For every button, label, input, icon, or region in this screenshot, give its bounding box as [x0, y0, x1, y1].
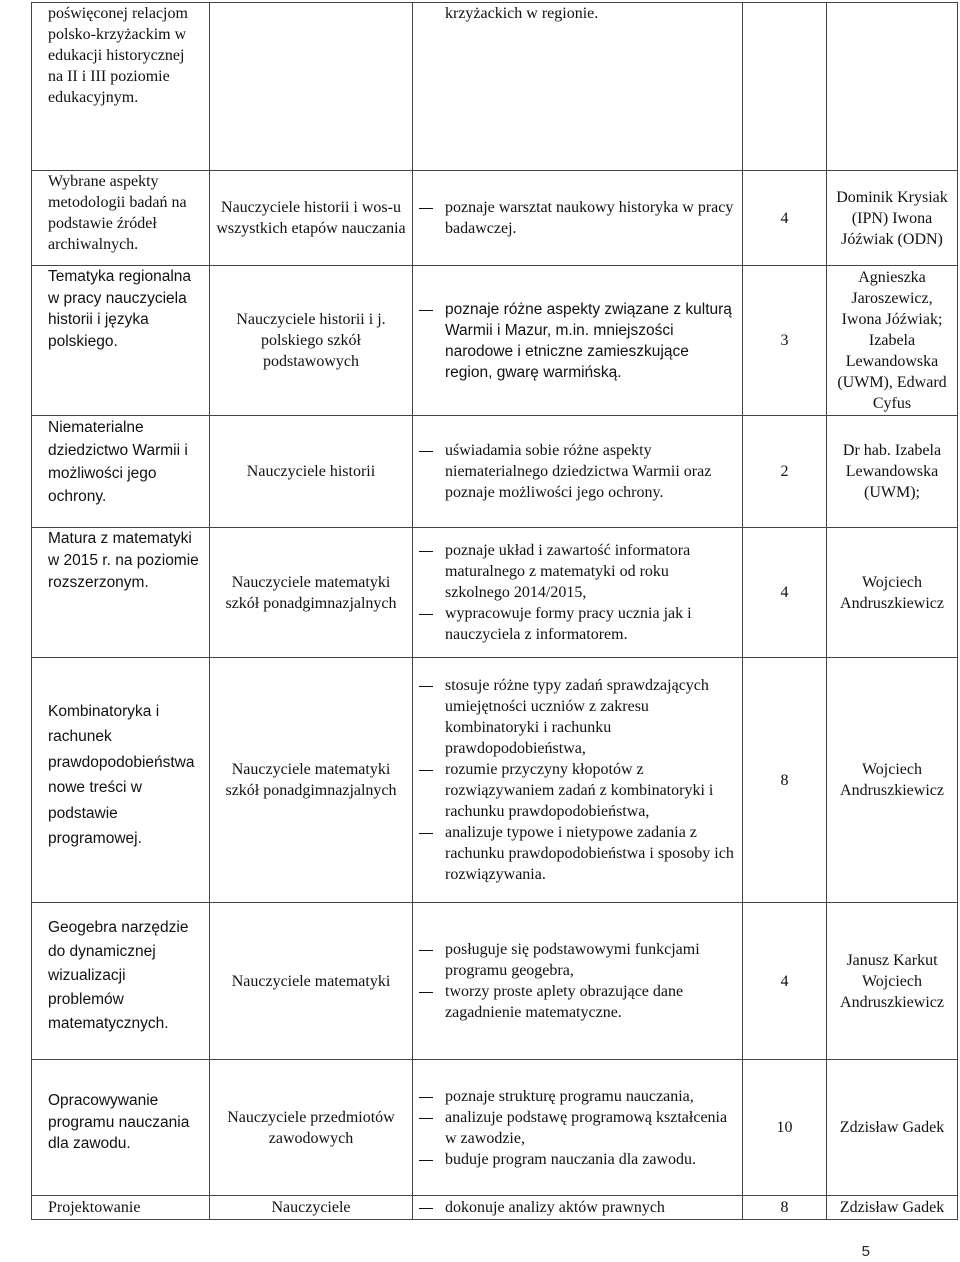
effect-item: stosuje różne typy zadań sprawdzających umiejętności uczniów z zakresu kombinatoryki i rachunku prawdopodobieństwa,	[413, 675, 736, 759]
hours-cell	[743, 3, 827, 171]
leaders-cell: Wojciech Andruszkiewicz	[827, 528, 958, 658]
effects-cell	[413, 528, 743, 658]
leaders-cell: Janusz Karkut Wojciech Andruszkiewicz	[827, 903, 958, 1060]
effect-item: krzyżackich w regionie.	[445, 5, 599, 22]
audience-cell: Nauczyciele matematyki szkół ponadgimnazjalnych	[210, 528, 413, 658]
topic-text: Kombinatoryka i rachunek prawdopodobieństwa nowe treści w podstawie programowej.	[48, 702, 195, 847]
effect-item: uświadamia sobie różne aspekty niematerialnego dziedzictwa Warmii oraz poznaje możliwości jego ochrony.	[413, 440, 736, 503]
table-row	[32, 658, 958, 903]
hours-cell: 3	[743, 266, 827, 416]
effect-item: poznaje strukturę programu nauczania,	[413, 1086, 736, 1107]
audience-cell: Nauczyciele przedmiotów zawodowych	[210, 1060, 413, 1196]
effects-list	[413, 1086, 742, 1170]
effect-item: poznaje warsztat naukowy historyka w pracy badawczej.	[413, 197, 736, 239]
effects-cell	[413, 3, 743, 171]
hours-cell: 4	[743, 171, 827, 266]
effects-cell	[413, 1060, 743, 1196]
effects-list	[413, 675, 742, 885]
effect-item: posługuje się podstawowymi funkcjami programu geogebra,	[413, 939, 736, 981]
topic-cell	[32, 903, 210, 1060]
effect-item: analizuje podstawę programową kształcenia w zawodzie,	[413, 1107, 736, 1149]
page-number: 5	[861, 1243, 870, 1260]
leaders-cell: Agnieszka Jaroszewicz, Iwona Jóźwiak; Izabela Lewandowska (UWM), Edward Cyfus	[827, 266, 958, 416]
training-plan-table	[31, 2, 958, 1220]
effects-cell	[413, 266, 743, 416]
table-row	[32, 903, 958, 1060]
audience-cell: Nauczyciele	[210, 1196, 413, 1220]
topic-cell	[32, 1196, 210, 1220]
topic-text: Projektowanie	[48, 1199, 141, 1216]
audience-cell: Nauczyciele matematyki szkół ponadgimnazjalnych	[210, 658, 413, 903]
topic-text: Tematyka regionalna w pracy nauczyciela historii i języka polskiego.	[48, 268, 192, 350]
topic-text: Geogebra narzędzie do dynamicznej wizualizacji problemów matematycznych.	[48, 919, 189, 1032]
topic-text: Matura z matematyki w 2015 r. na poziomie rozszerzonym.	[48, 530, 199, 591]
hours-cell: 4	[743, 903, 827, 1060]
effect-item: tworzy proste aplety obrazujące dane zagadnienie matematyczne.	[413, 981, 736, 1023]
effect-item: poznaje różne aspekty związane z kulturą Warmii i Mazur, m.in. mniejszości narodowe i etniczne zamieszkujące region, gwarę warmińską.	[413, 299, 736, 383]
table-row	[32, 171, 958, 266]
topic-cell	[32, 658, 210, 903]
effects-cell	[413, 658, 743, 903]
hours-cell: 10	[743, 1060, 827, 1196]
effects-cell	[413, 416, 743, 528]
effects-list	[413, 1197, 742, 1218]
topic-cell	[32, 416, 210, 528]
hours-cell: 4	[743, 528, 827, 658]
hours-cell: 8	[743, 658, 827, 903]
hours-cell: 8	[743, 1196, 827, 1220]
leaders-cell	[827, 3, 958, 171]
leaders-cell: Dr hab. Izabela Lewandowska (UWM);	[827, 416, 958, 528]
leaders-cell: Dominik Krysiak (IPN) Iwona Jóźwiak (ODN)	[827, 171, 958, 266]
topic-text: Wybrane aspekty metodologii badań na podstawie źródeł archiwalnych.	[48, 173, 187, 253]
topic-text: poświęconej relacjom polsko-krzyżackim w edukacji historycznej na II i III poziomie edukacyjnym.	[48, 5, 188, 106]
leaders-cell: Wojciech Andruszkiewicz	[827, 658, 958, 903]
effects-cell	[413, 903, 743, 1060]
topic-cell	[32, 528, 210, 658]
topic-cell	[32, 3, 210, 171]
effect-item: wypracowuje formy pracy ucznia jak i nauczyciela z informatorem.	[413, 603, 736, 645]
table-row	[32, 528, 958, 658]
topic-cell	[32, 266, 210, 416]
effect-item: dokonuje analizy aktów prawnych	[413, 1197, 736, 1218]
audience-cell: Nauczyciele matematyki	[210, 903, 413, 1060]
table-row	[32, 416, 958, 528]
audience-cell: Nauczyciele historii i j. polskiego szkół podstawowych	[210, 266, 413, 416]
hours-cell: 2	[743, 416, 827, 528]
effects-list	[413, 939, 742, 1023]
effect-item: buduje program nauczania dla zawodu.	[413, 1149, 736, 1170]
topic-cell	[32, 171, 210, 266]
audience-cell: Nauczyciele historii	[210, 416, 413, 528]
topic-cell	[32, 1060, 210, 1196]
effect-item: rozumie przyczyny kłopotów z rozwiązywaniem zadań z kombinatoryki i rachunku prawdopodobieństwa,	[413, 759, 736, 822]
table-row	[32, 1196, 958, 1220]
topic-text: Niematerialne dziedzictwo Warmii i możliwości jego ochrony.	[48, 419, 188, 505]
leaders-cell: Zdzisław Gadek	[827, 1196, 958, 1220]
effects-list	[413, 3, 742, 24]
effect-item: poznaje układ i zawartość informatora maturalnego z matematyki od roku szkolnego 2014/2015,	[413, 540, 736, 603]
table-row	[32, 266, 958, 416]
leaders-cell: Zdzisław Gadek	[827, 1060, 958, 1196]
effects-cell	[413, 1196, 743, 1220]
effect-item: analizuje typowe i nietypowe zadania z rachunku prawdopodobieństwa i sposoby ich rozwiązywania.	[413, 822, 736, 885]
table-row	[32, 3, 958, 171]
topic-text: Opracowywanie programu nauczania dla zawodu.	[48, 1092, 190, 1153]
effects-list	[413, 540, 742, 645]
effects-list	[413, 197, 742, 239]
table-row	[32, 1060, 958, 1196]
audience-cell	[210, 3, 413, 171]
effects-list	[413, 440, 742, 503]
effects-cell	[413, 171, 743, 266]
audience-cell: Nauczyciele historii i wos-u wszystkich etapów nauczania	[210, 171, 413, 266]
effects-list	[413, 299, 742, 383]
